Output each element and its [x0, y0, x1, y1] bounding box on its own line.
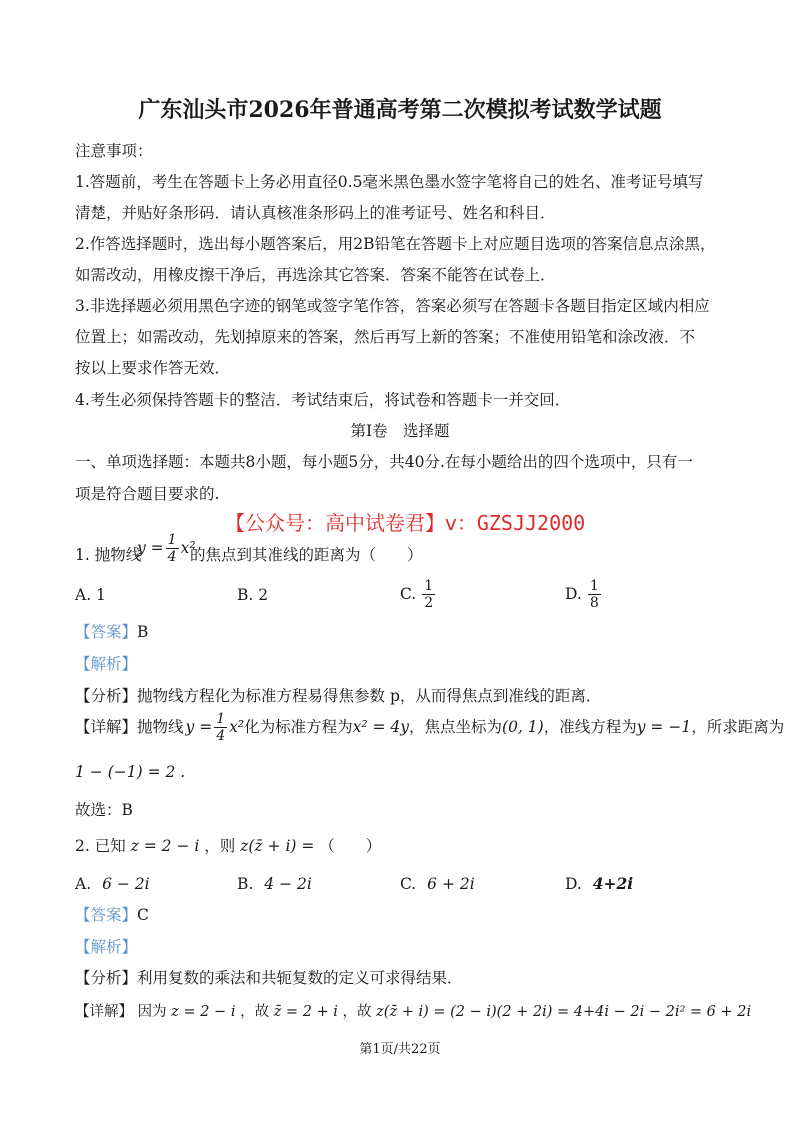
q1-eq-left: y =	[137, 539, 164, 557]
page-title: 广东汕头市2026年普通高考第二次模拟考试数学试题	[138, 97, 662, 123]
q2-detail-eq1: z = 2 − i	[171, 1004, 236, 1020]
q2-option-c-value: 6 + 2i	[427, 875, 475, 893]
q1-fenxi-text: 抛物线方程化为标准方程易得焦参数 p，从而得焦点到准线的距离．	[137, 687, 602, 705]
q1-option-d-label: D.	[565, 585, 582, 603]
q1-fraction	[166, 532, 179, 565]
q2-option-b	[237, 874, 312, 894]
q1-detail-row	[75, 712, 784, 742]
watermark	[225, 510, 585, 536]
q1-detail-frac-den: 4	[216, 727, 226, 744]
q1-detail-b: 化为标准方程为	[244, 718, 353, 736]
q1-frac-den: 4	[167, 548, 177, 565]
q2-option-b-label: B.	[237, 875, 254, 893]
notice-item-3-line-1: 3.非选择题必须用黑色字迹的钢笔或签字笔作答，答案必须写在答题卡各题目指定区域内相应	[75, 297, 710, 315]
q2-analysis-tag: 【解析】	[75, 938, 138, 956]
q1-detail-c: ，焦点坐标为	[409, 718, 503, 736]
q2-detail-a: 因为	[137, 1004, 167, 1020]
q2-answer-row	[75, 905, 149, 925]
q2-fenxi-tag: 【分析】	[75, 969, 138, 987]
q1-conclusion: 故选：B	[75, 801, 133, 819]
q1-option-d	[565, 574, 603, 614]
notice-item-2-line-1: 2.作答选择题时，选出每小题答案后，用2B铅笔在答题卡上对应题目选项的答案信息点涂黑，	[75, 235, 716, 253]
q1-detail-e: ，所求距离为	[691, 718, 785, 736]
q2-option-c-label: C.	[400, 875, 417, 893]
q1-option-c-num: 1	[424, 577, 434, 594]
q1-detail-eq2: x² = 4y	[352, 718, 410, 736]
volume-title: 第Ⅰ卷 选择题	[350, 422, 450, 440]
q2-option-c	[400, 874, 475, 894]
q2-fenxi-text: 利用复数的乘法和共轭复数的定义可求得结果．	[137, 969, 463, 987]
q1-answer-row	[75, 622, 148, 642]
notice-item-1-line-2: 清楚，并贴好条形码．请认真核准条形码上的准考证号、姓名和科目．	[75, 204, 556, 222]
notice-heading: 注意事项：	[75, 142, 153, 160]
q1-option-c-frac	[422, 578, 435, 611]
q2-fenxi-row	[75, 968, 463, 988]
q2-prefix: 2. 已知	[75, 837, 126, 855]
q1-eq-right: x²	[180, 539, 196, 557]
q1-fenxi-row	[75, 686, 601, 706]
q1-detail-frac-num: 1	[216, 710, 226, 727]
q2-expr: z(z̄ + i) =	[240, 837, 315, 855]
q1-detail-line-2: 1 − (−1) = 2 .	[75, 763, 186, 781]
watermark-code: GZSJJ2000	[476, 511, 586, 535]
q1-option-c-label: C.	[400, 585, 417, 603]
q2-option-b-value: 4 − 2i	[264, 875, 312, 893]
q2-given: z = 2 − i	[130, 837, 200, 855]
q2-stem	[75, 836, 381, 856]
q1-analysis-tag: 【解析】	[75, 655, 138, 673]
q1-detail-eq-left: y =	[185, 718, 213, 736]
q2-option-a-label: A.	[75, 875, 92, 893]
q1-detail-eq3: y = −1	[636, 718, 692, 736]
q2-detail-tag: 【详解】	[75, 1004, 133, 1020]
q2-mid: ，则	[204, 837, 236, 855]
q1-option-d-num: 1	[589, 577, 599, 594]
watermark-text: 【公众号：高中试卷君】v：	[225, 511, 477, 535]
q1-option-d-den: 8	[589, 594, 599, 611]
q1-detail-tag: 【详解】	[75, 718, 138, 736]
q1-option-a: A. 1	[75, 586, 106, 604]
q2-option-a	[75, 874, 150, 894]
q1-detail-d: ，准线方程为	[543, 718, 637, 736]
q2-option-d-value: 4+2i	[592, 874, 634, 893]
q2-detail-b: ，故	[240, 1004, 270, 1020]
q2-detail-eq2: z̄ = 2 + i	[273, 1004, 338, 1020]
section-intro-line-2: 项是符合题目要求的.	[75, 485, 220, 503]
section-intro-line-1: 一、单项选择题：本题共8小题，每小题5分，共40分.在每小题给出的四个选项中，只有一	[75, 453, 693, 471]
q1-fenxi-tag: 【分析】	[75, 687, 138, 705]
q1-frac-num: 1	[167, 531, 177, 548]
q2-answer: C	[137, 906, 149, 924]
q1-option-d-frac	[588, 578, 601, 611]
page-footer: 第1页/共22页	[359, 1042, 441, 1057]
q1-detail-frac	[214, 711, 227, 744]
q1-detail-eq-right: x²	[229, 718, 245, 736]
notice-item-3-line-2: 位置上；如需改动，先划掉原来的答案，然后再写上新的答案；不准使用铅笔和涂改液．不	[75, 328, 696, 346]
q1-answer-tag: 【答案】	[75, 623, 138, 641]
q1-equation	[137, 531, 196, 565]
q2-detail-row	[75, 1002, 751, 1022]
q2-option-d-label: D.	[565, 875, 582, 893]
q2-answer-tag: 【答案】	[75, 906, 138, 924]
notice-item-3-line-3: 按以上要求作答无效．	[75, 359, 231, 377]
q1-detail-a: 抛物线	[137, 718, 184, 736]
q2-option-d	[565, 874, 633, 894]
notice-item-1-line-1: 1.答题前，考生在答题卡上务必用直径0.5毫米黑色墨水签字笔将自己的姓名、准考证号填写	[75, 173, 704, 191]
q1-option-b: B. 2	[237, 586, 269, 604]
q1-detail-point: (0, 1)	[502, 718, 544, 736]
notice-item-4-line-1: 4.考生必须保持答题卡的整洁．考试结束后，将试卷和答题卡一并交回．	[75, 391, 571, 409]
q1-option-c-den: 2	[424, 594, 434, 611]
q1-answer: B	[137, 623, 149, 641]
q2-detail-c: ，故	[342, 1004, 372, 1020]
q2-detail-eq3: z(z̄ + i) = (2 − i)(2 + 2i) = 4+4i − 2i − 2i² = 6 + 2i	[376, 1004, 752, 1020]
q1-suffix: 的焦点到其准线的距离为（ ）	[190, 546, 423, 564]
q2-suffix: （ ）	[319, 837, 382, 855]
q2-option-a-value: 6 − 2i	[102, 875, 150, 893]
q1-option-c	[400, 574, 437, 614]
q1-prefix: 1. 抛物线	[75, 546, 142, 564]
notice-item-2-line-2: 如需改动，用橡皮擦干净后，再选涂其它答案．答案不能答在试卷上．	[75, 266, 556, 284]
